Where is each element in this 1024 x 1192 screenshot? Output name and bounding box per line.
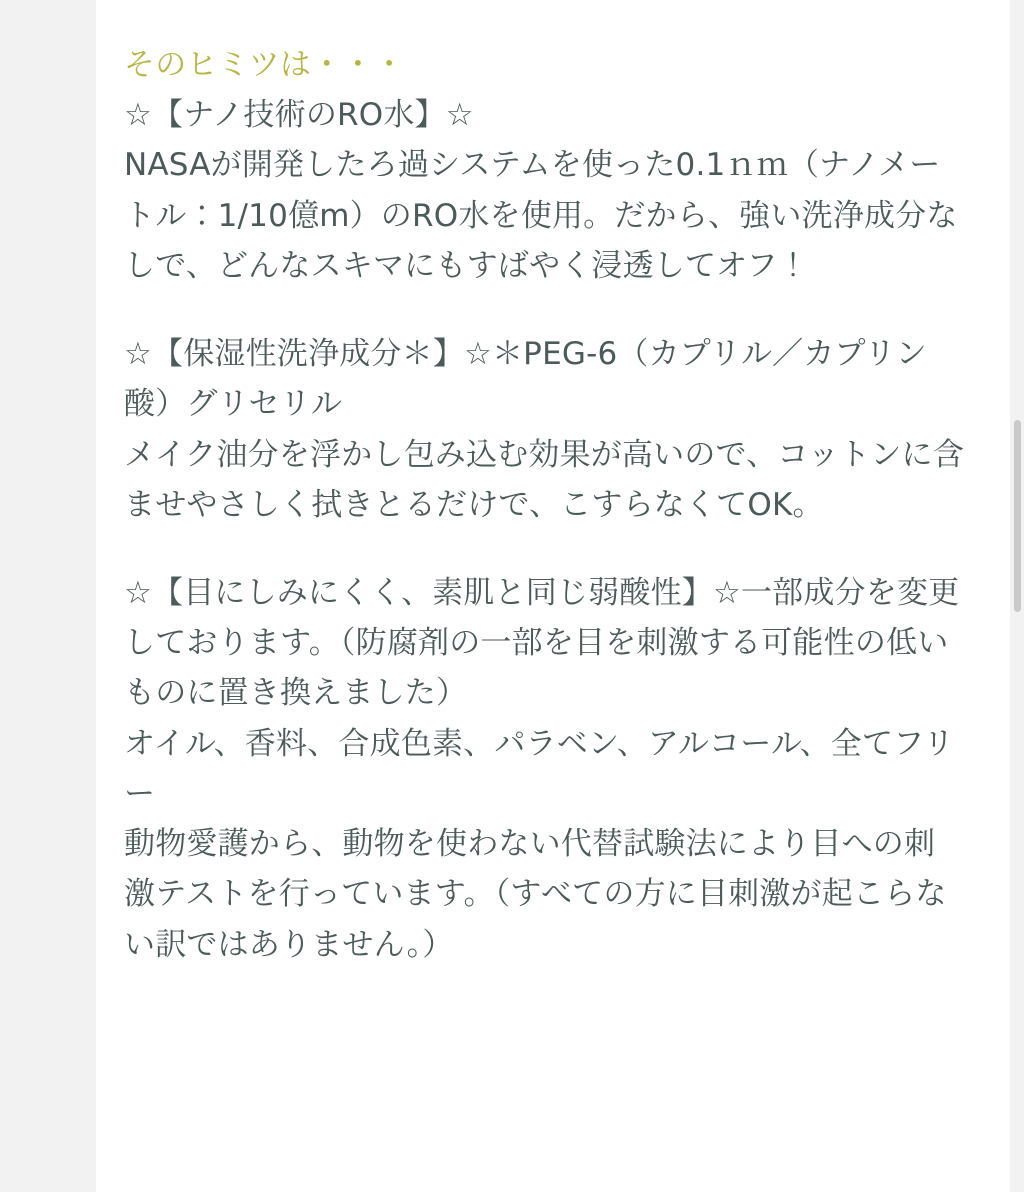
- heading-low-irritation: ☆【目にしみにくく、素肌と同じ弱酸性】☆一部成分を変更しております。（防腐剤の一部を目を刺激する可能性の低いものに置き換えました）: [124, 574, 960, 712]
- vertical-scrollbar[interactable]: [1010, 0, 1024, 1192]
- heading-ro-water: ☆【ナノ技術のRO水】☆: [124, 97, 474, 134]
- paragraph-moisturizing-cleanser: メイク油分を浮かし包み込む効果が高いので、コットンに含ませやさしく拭きとるだけで、こすらなくてOK。: [124, 436, 964, 523]
- paragraph-free-from: オイル、香料、合成色素、パラベン、アルコール、全てフリー: [124, 725, 955, 812]
- heading-moisturizing-cleanser: ☆【保湿性洗浄成分＊】☆＊PEG-6（カプリル／カプリン酸）グリセリル: [124, 336, 927, 423]
- block-spacer-2: [124, 530, 966, 568]
- scrollbar-thumb[interactable]: [1014, 420, 1021, 612]
- article-lede: そのヒミツは・・・: [124, 47, 405, 83]
- article-card: [96, 0, 1010, 1192]
- left-margin-rail: [0, 0, 96, 1192]
- article-body: [124, 40, 966, 970]
- block-spacer-1: [124, 291, 966, 329]
- paragraph-animal-testing: 動物愛護から、動物を使わない代替試験法により目への刺激テストを行っています。（すべての方に目刺激が起こらない訳ではありません。）: [124, 826, 947, 963]
- paragraph-ro-water: NASAが開発したろ過システムを使った0.1ｎｍ（ナノメートル：1/10億m）のRO水を使用。だから、強い洗浄成分なしで、どんなスキマにもすばやく浸透してオフ！: [124, 147, 958, 284]
